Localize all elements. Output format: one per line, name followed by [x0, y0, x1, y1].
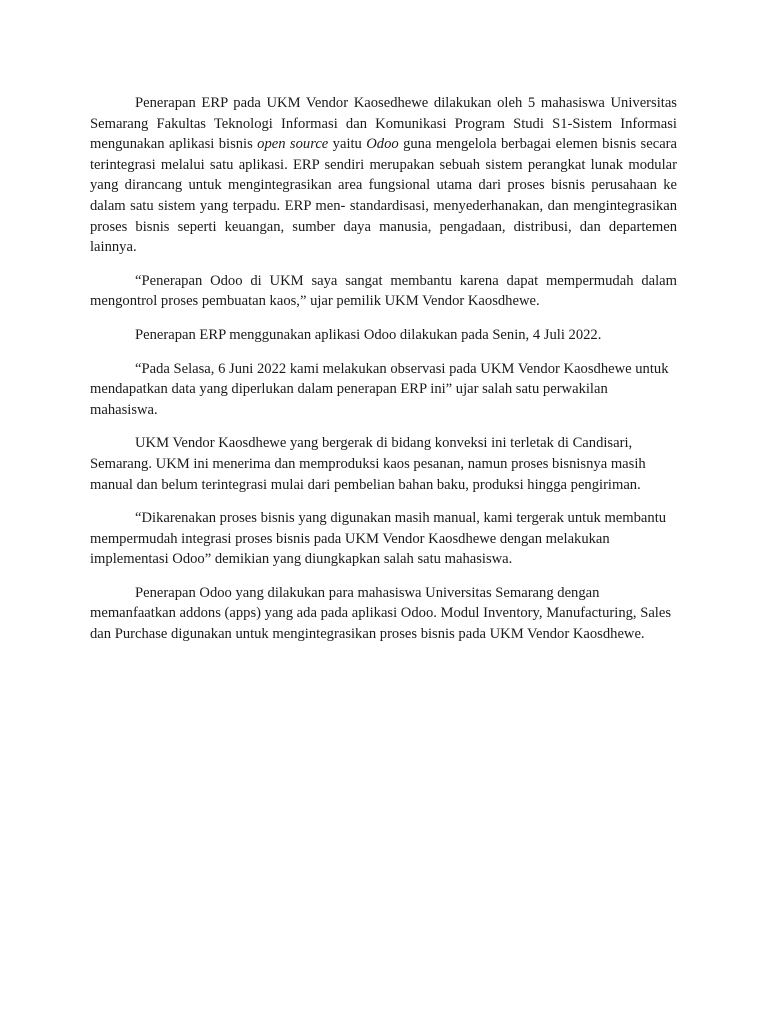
document-page: [90, 93, 677, 658]
paragraph-owner-quote: “Penerapan Odoo di UKM saya sangat membantu karena dapat mempermudah dalam mengontrol proses pembuatan kaos,” ujar pemilik UKM Vendor Kaosdhewe.: [90, 272, 677, 310]
paragraph-erp-intro-text-2: yaitu: [328, 136, 367, 153]
paragraph-erp-intro: [90, 93, 677, 258]
paragraph-odoo-modules: Penerapan Odoo yang dilakukan para mahasiswa Universitas Semarang dengan memanfaatkan addons (apps) yang ada pada aplikasi Odoo. Modul Inventory, Manufacturing, Sales dan Purchase digunakan untuk mengintegrasikan proses bisnis pada UKM Vendor Kaosdhewe.: [90, 584, 672, 643]
paragraph-erp-intro-text-3: guna mengelola berbagai elemen bisnis secara terintegrasi melalui satu aplikasi. ERP sendiri merupakan sebuah sistem perangkat lunak modular yang dirancang untuk mengintegrasikan area fungsional utama dari proses bisnis perusahaan ke dalam satu sistem yang terpadu. ERP men- standardisasi, menyederhanakan, dan mengintegrasikan proses bisnis seperti keuangan, sumber daya manusia, pengadaan, distribusi, dan departemen lainnya.: [90, 136, 678, 256]
open-source-term: open source: [257, 136, 329, 153]
paragraph-ukm-location: UKM Vendor Kaosdhewe yang bergerak di bidang konveksi ini terletak di Candisari, Semarang. UKM ini menerima dan memproduksi kaos pesanan, namun proses bisnisnya masih manual dan belum terintegrasi mulai dari pembelian bahan baku, produksi hingga pengiriman.: [90, 435, 646, 493]
paragraph-observation-quote: “Pada Selasa, 6 Juni 2022 kami melakukan observasi pada UKM Vendor Kaosdhewe untuk mendapatkan data yang diperlukan dalam penerapan ERP ini” ujar salah satu perwakilan mahasiswa.: [90, 360, 669, 418]
odoo-term: Odoo: [366, 136, 399, 153]
paragraph-implementation-date: Penerapan ERP menggunakan aplikasi Odoo dilakukan pada Senin, 4 Juli 2022.: [135, 326, 602, 343]
paragraph-student-quote: “Dikarenakan proses bisnis yang digunakan masih manual, kami tergerak untuk membantu mempermudah integrasi proses bisnis pada UKM Vendor Kaosdhewe dengan melakukan implementasi Odoo” demikian yang diungkapkan salah satu mahasiswa.: [90, 510, 667, 568]
paragraph-erp-intro-text-1: Penerapan ERP pada UKM Vendor Kaosedhewe dilakukan oleh 5 mahasiswa Universitas Semarang Fakultas Teknologi Informasi dan Komunikasi Program Studi S1-Sistem Informasi mengunakan aplikasi bisnis: [90, 95, 677, 153]
